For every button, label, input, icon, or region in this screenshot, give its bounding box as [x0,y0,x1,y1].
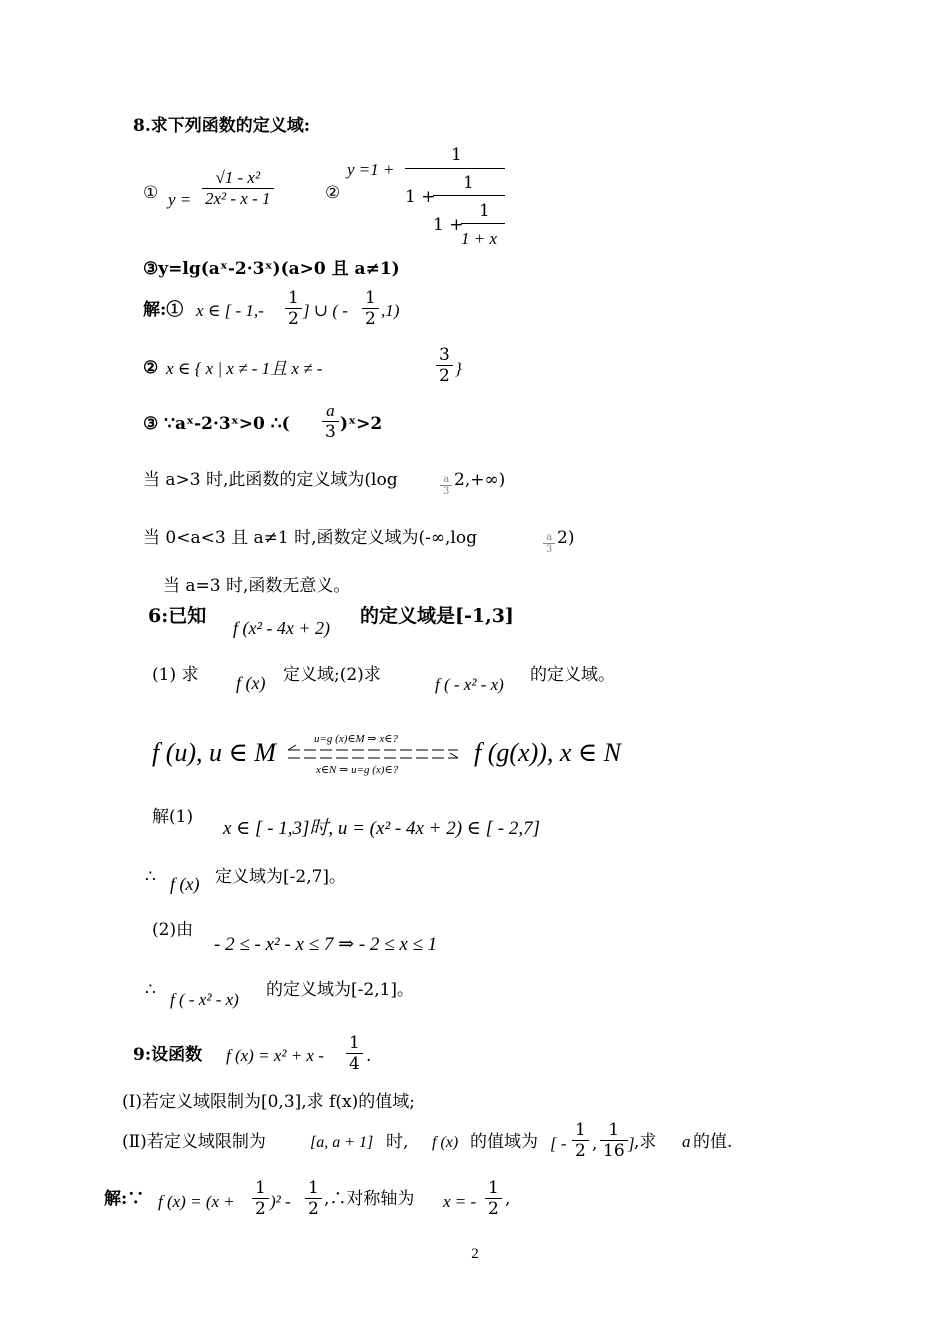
q8-sol2-frac-num: 3 [436,345,453,366]
q6-sol2-math: - 2 ≤ - x² - x ≤ 7 ⇒ - 2 ≤ x ≤ 1 [214,934,438,955]
q6-title-math: f (x² - 4x + 2) [233,618,331,638]
q8-case1-log-base: $\frac{a}{3}$ [440,474,452,497]
q6-therefore1-a: ∴ [145,867,156,887]
q8-f1-numerator: √1 - x² [202,168,274,189]
q8-f2-den3: 1 + x [461,229,498,248]
q8-case1-end: 2,+∞) [454,470,506,490]
q9-sol-axis: x = - [443,1192,477,1211]
q8-sol1-frac2 [360,288,381,330]
q8-sol2-frac-den: 2 [439,366,450,387]
q6-part1-c: 的定义域。 [530,665,615,685]
q9-title-math: f (x) = x² + x - [226,1046,324,1065]
q6-diagram-right: f (g(x)), x ∈ N [474,738,622,767]
q8-sol1-frac2-num: 1 [362,288,379,309]
q8-f3: ③y=lg(aˣ-2·3ˣ)(a>0 且 a≠1) [143,259,400,279]
q9-part2-range-a: [ - [550,1134,567,1153]
q9-sol-frac1: $\frac{1}{2}$ [250,1178,271,1220]
q9-sol-end: , [505,1189,511,1209]
q9-part2-a: (Ⅱ)若定义域限制为 [122,1132,266,1152]
q9-quarter [344,1033,365,1075]
q9-part2-range-b: ] [628,1134,635,1153]
q6-diagram-top: u=g (x)∈M ⇒ x∈? [314,733,398,745]
q8-sol3-frac [320,401,341,443]
q6-therefore1-fx: f (x) [170,874,200,894]
q6-therefore1-b: 定义域为[-2,7]。 [215,867,347,887]
q8-f2-lhs: y =1 + [347,160,395,179]
q8-case2: 当 0<a<3 且 a≠1 时,函数定义域为(-∞,log [143,528,477,548]
q9-sol-math-a: f (x) = (x + [158,1192,235,1211]
q6-therefore2-fx: f ( - x² - x) [170,990,239,1009]
q8-sol1-frac2-den: 2 [365,309,376,330]
q8-sol3-frac-den: 3 [325,422,336,443]
q6-sol1-label: 解(1) [152,807,194,827]
q6-part1-fx: f (x) [236,673,266,693]
q9-part1: (Ⅰ)若定义域限制为[0,3],求 f(x)的值域; [122,1092,415,1112]
q8-sol3-b: )ˣ>2 [340,414,383,434]
q8-f1-denominator: 2x² - x - 1 [205,189,271,209]
q9-part2-interval: [a, a + 1] [310,1134,374,1151]
q8-title: 8.求下列函数的定义域: [133,116,311,136]
q8-sol3-frac-num: a [322,401,339,422]
q9-part2-fx: f (x) [432,1134,459,1151]
q8-sol3-a: ③ ∵aˣ-2·3ˣ>0 ∴( [143,414,290,434]
q8-sol1-math-b: ] ∪ ( - [303,301,348,320]
q8-case2-log-base: $\frac{a}{3}$ [543,532,555,555]
q8-case1: 当 a>3 时,此函数的定义域为(log [143,470,398,490]
q8-f2-label: ② [325,183,341,203]
q6-title-b: 的定义域是[-1,3] [360,605,514,627]
q6-part1-a: (1) 求 [152,665,199,685]
q6-diagram-left: f (u), u ∈ M [152,738,276,767]
q9-sol-math-b: )² - [270,1192,291,1211]
page-number: 2 [471,1246,479,1262]
q8-sol1-frac1-num: 1 [285,288,302,309]
q6-sol1-math: x ∈ [ - 1,3]时, u = (x² - 4x + 2) ∈ [ - 2,7] [223,818,540,839]
q9-sol-c: ,∴对称轴为 [324,1189,415,1209]
q6-part1-fx2: f ( - x² - x) [435,675,504,694]
q9-part2-b: 时, [386,1132,409,1152]
q8-f2-one-b: 1 [463,173,474,193]
q9-part2-d: ,求 [634,1132,657,1152]
q9-part2-range-comma: , [592,1134,598,1154]
q8-sol1-math-a: x ∈ [ - 1,- [196,301,264,320]
q8-sol1-frac1-den: 2 [288,309,299,330]
q6-diagram-bottom: x∈N ⇒ u=g (x)∈? [316,764,399,776]
q9-quarter-num: 1 [346,1033,363,1054]
q6-therefore2-a: ∴ [145,980,156,1000]
q9-title-end: . [366,1046,372,1066]
q8-f2-den1: 1 + [405,187,436,207]
q6-therefore2-b: 的定义域为[-2,1]。 [266,980,415,1000]
q8-f2-one-c: 1 [479,201,490,221]
q8-sol1-frac1 [283,288,304,330]
q9-title-a: 9:设函数 [133,1045,203,1065]
q6-title-a: 6:已知 [148,605,207,627]
q6-part1-b: 定义域;(2)求 [283,665,381,685]
q6-diagram-arrows [284,744,462,764]
q9-part2-e: 的值. [693,1132,733,1152]
q9-sol-frac3: $\frac{1}{2}$ [483,1178,504,1220]
q9-part2-frac1: $\frac{1}{2}$ [570,1120,591,1162]
q8-f1-fraction [200,168,276,210]
q9-sol-frac2: $\frac{1}{2}$ [303,1178,324,1220]
q9-part2-c: 的值域为 [470,1132,538,1152]
q8-f2-one-a: 1 [451,145,462,165]
q8-f1-lhs: y = [168,190,192,209]
q8-case2-end: 2) [557,528,575,548]
q8-sol1-label: 解:① [143,300,184,320]
q8-sol2-label: ② [143,358,159,378]
q9-quarter-den: 4 [349,1054,360,1075]
q8-sol1-math-c: ,1) [381,301,400,320]
q8-sol2-math: x ∈ { x | x ≠ - 1且 x ≠ - [166,359,323,378]
q8-f1-label: ① [143,183,159,203]
q8-f2-den2: 1 + [433,215,464,235]
q9-sol-label: 解:∵ [104,1189,145,1209]
q6-sol2-label: (2)由 [152,920,194,940]
q8-sol2-frac [434,345,455,387]
q9-part2-a-var: a [682,1132,691,1151]
q8-case3: 当 a=3 时,函数无意义。 [163,576,351,596]
q9-part2-frac2: $\frac{1}{16}$ [598,1120,630,1162]
q8-sol2-end: } [455,359,462,378]
